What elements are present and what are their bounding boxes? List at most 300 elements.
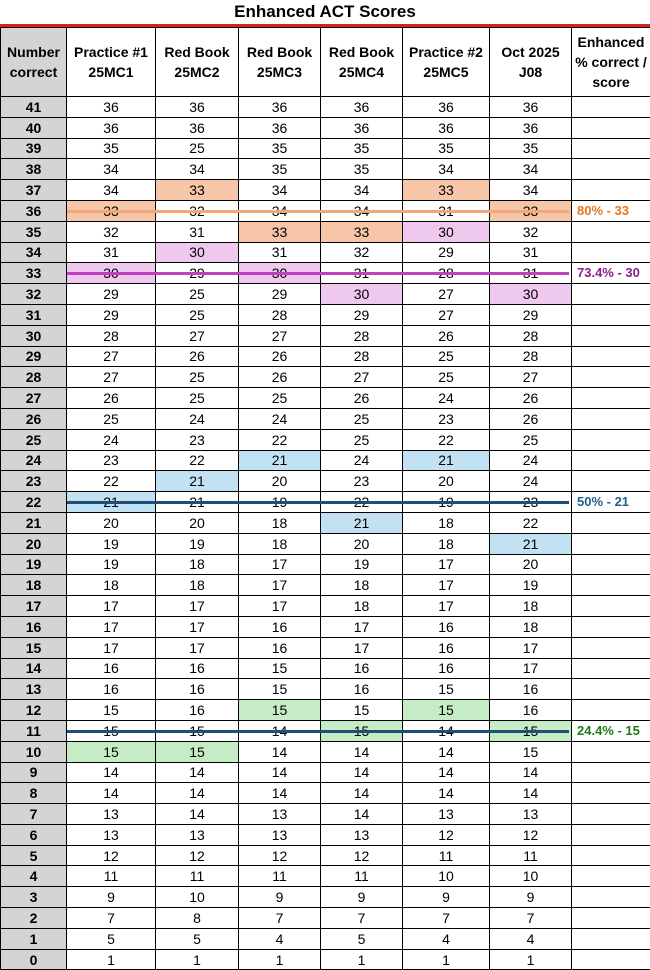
score-cell: 36 xyxy=(67,117,156,138)
score-cell: 23 xyxy=(67,450,156,471)
number-correct-cell: 10 xyxy=(1,741,67,762)
score-cell: 12 xyxy=(67,845,156,866)
table-row xyxy=(1,783,650,804)
score-cell: 14 xyxy=(156,804,239,825)
score-cell: 18 xyxy=(403,533,490,554)
score-cell: 7 xyxy=(67,908,156,929)
score-cell: 20 xyxy=(403,471,490,492)
table-row xyxy=(1,596,650,617)
score-cell: 18 xyxy=(239,512,321,533)
number-correct-cell: 39 xyxy=(1,138,67,159)
table-row xyxy=(1,845,650,866)
score-cell: 29 xyxy=(490,304,572,325)
score-cell: 17 xyxy=(156,637,239,658)
table-row xyxy=(1,887,650,908)
number-correct-cell: 13 xyxy=(1,679,67,700)
score-cell: 17 xyxy=(490,637,572,658)
score-cell: 36 xyxy=(490,97,572,118)
score-cell: 16 xyxy=(490,700,572,721)
header-row xyxy=(1,28,650,97)
score-cell: 27 xyxy=(239,325,321,346)
table-row xyxy=(1,616,650,637)
score-cell: 36 xyxy=(239,117,321,138)
score-cell: 23 xyxy=(156,429,239,450)
score-cell: 34 xyxy=(156,159,239,180)
score-cell: 28 xyxy=(321,346,403,367)
score-cell: 21 xyxy=(239,450,321,471)
score-cell: 16 xyxy=(156,658,239,679)
score-cell: 19 xyxy=(67,533,156,554)
score-cell: 36 xyxy=(67,97,156,118)
score-cell: 9 xyxy=(490,887,572,908)
enhanced-cell xyxy=(572,180,650,201)
score-cell: 17 xyxy=(67,616,156,637)
score-cell: 27 xyxy=(321,367,403,388)
number-correct-cell: 3 xyxy=(1,887,67,908)
number-correct-cell: 40 xyxy=(1,117,67,138)
cutoff-label: 50% - 21 xyxy=(575,494,631,510)
score-cell: 22 xyxy=(67,471,156,492)
number-correct-cell: 30 xyxy=(1,325,67,346)
score-cell: 8 xyxy=(156,908,239,929)
score-cell: 22 xyxy=(239,429,321,450)
score-cell: 9 xyxy=(403,887,490,908)
score-cell: 32 xyxy=(490,221,572,242)
enhanced-cell xyxy=(572,887,650,908)
number-correct-cell: 22 xyxy=(1,492,67,513)
score-cell: 18 xyxy=(321,575,403,596)
score-cell: 10 xyxy=(490,866,572,887)
number-correct-cell: 7 xyxy=(1,804,67,825)
score-cell: 36 xyxy=(403,97,490,118)
score-cell: 25 xyxy=(156,138,239,159)
header-practice-2: Practice #2 25MC5 xyxy=(403,28,490,97)
score-cell: 21 xyxy=(403,450,490,471)
cutoff-label: 80% - 33 xyxy=(575,203,631,219)
score-cell: 10 xyxy=(156,887,239,908)
score-cell: 1 xyxy=(67,949,156,970)
score-cell: 31 xyxy=(156,221,239,242)
enhanced-cell xyxy=(572,554,650,575)
enhanced-cell xyxy=(572,845,650,866)
score-cell: 25 xyxy=(403,367,490,388)
score-cell: 36 xyxy=(490,117,572,138)
score-cell: 18 xyxy=(490,596,572,617)
score-cell: 28 xyxy=(490,346,572,367)
number-correct-cell: 24 xyxy=(1,450,67,471)
score-cell: 31 xyxy=(490,242,572,263)
score-cell: 14 xyxy=(321,804,403,825)
table-row xyxy=(1,180,650,201)
score-cell: 20 xyxy=(490,554,572,575)
header-enhanced-percent: Enhanced % correct / score xyxy=(572,28,650,97)
score-cell: 13 xyxy=(67,804,156,825)
score-cell: 13 xyxy=(321,824,403,845)
number-correct-cell: 28 xyxy=(1,367,67,388)
table-row xyxy=(1,700,650,721)
score-cell: 26 xyxy=(490,388,572,409)
score-cell: 9 xyxy=(67,887,156,908)
score-cell: 22 xyxy=(403,429,490,450)
header-oct-2025: Oct 2025 J08 xyxy=(490,28,572,97)
cutoff-line xyxy=(67,730,569,733)
score-cell: 16 xyxy=(403,658,490,679)
score-cell: 26 xyxy=(403,325,490,346)
cutoff-label: 24.4% - 15 xyxy=(575,723,642,739)
score-cell: 15 xyxy=(67,741,156,762)
score-cell: 19 xyxy=(156,533,239,554)
score-cell: 15 xyxy=(239,700,321,721)
score-cell: 16 xyxy=(239,637,321,658)
score-cell: 12 xyxy=(490,824,572,845)
score-cell: 22 xyxy=(156,450,239,471)
score-cell: 35 xyxy=(67,138,156,159)
number-correct-cell: 19 xyxy=(1,554,67,575)
table-row xyxy=(1,804,650,825)
header-number-correct: Number correct xyxy=(1,28,67,97)
score-cell: 17 xyxy=(321,616,403,637)
enhanced-cell xyxy=(572,159,650,180)
score-cell: 25 xyxy=(67,408,156,429)
number-correct-cell: 23 xyxy=(1,471,67,492)
enhanced-cell xyxy=(572,242,650,263)
score-cell: 5 xyxy=(67,928,156,949)
score-cell: 25 xyxy=(403,346,490,367)
score-cell: 24 xyxy=(156,408,239,429)
score-cell: 20 xyxy=(321,533,403,554)
enhanced-cell xyxy=(572,388,650,409)
score-cell: 34 xyxy=(67,159,156,180)
score-cell: 25 xyxy=(239,388,321,409)
table-row xyxy=(1,908,650,929)
cutoff-line xyxy=(67,210,569,213)
score-cell: 16 xyxy=(67,679,156,700)
score-cell: 11 xyxy=(403,845,490,866)
score-cell: 14 xyxy=(403,762,490,783)
score-cell: 26 xyxy=(156,346,239,367)
enhanced-cell xyxy=(572,741,650,762)
score-cell: 36 xyxy=(403,117,490,138)
score-cell: 14 xyxy=(490,762,572,783)
score-cell: 17 xyxy=(403,596,490,617)
score-cell: 34 xyxy=(239,180,321,201)
table-row xyxy=(1,824,650,845)
score-cell: 13 xyxy=(490,804,572,825)
enhanced-cell xyxy=(572,824,650,845)
score-cell: 16 xyxy=(321,658,403,679)
enhanced-cell xyxy=(572,408,650,429)
number-correct-cell: 36 xyxy=(1,200,67,221)
score-cell: 33 xyxy=(321,221,403,242)
score-cell: 14 xyxy=(321,762,403,783)
enhanced-cell xyxy=(572,429,650,450)
score-cell: 36 xyxy=(156,117,239,138)
score-cell: 16 xyxy=(67,658,156,679)
score-cell: 33 xyxy=(403,180,490,201)
table-row xyxy=(1,346,650,367)
score-cell: 36 xyxy=(321,117,403,138)
enhanced-cell xyxy=(572,346,650,367)
score-cell: 26 xyxy=(67,388,156,409)
table-row xyxy=(1,117,650,138)
score-cell: 18 xyxy=(239,533,321,554)
score-cell: 24 xyxy=(490,450,572,471)
score-cell: 18 xyxy=(156,554,239,575)
score-table xyxy=(0,27,650,970)
score-cell: 1 xyxy=(156,949,239,970)
score-cell: 18 xyxy=(321,596,403,617)
score-cell: 9 xyxy=(321,887,403,908)
score-cell: 24 xyxy=(239,408,321,429)
score-cell: 26 xyxy=(490,408,572,429)
enhanced-cell xyxy=(572,908,650,929)
score-cell: 32 xyxy=(67,221,156,242)
number-correct-cell: 31 xyxy=(1,304,67,325)
enhanced-cell xyxy=(572,804,650,825)
cutoff-line xyxy=(67,501,569,504)
score-cell: 36 xyxy=(321,97,403,118)
score-cell: 9 xyxy=(239,887,321,908)
enhanced-cell xyxy=(572,325,650,346)
score-cell: 35 xyxy=(321,138,403,159)
score-cell: 14 xyxy=(490,783,572,804)
score-cell: 26 xyxy=(239,367,321,388)
score-cell: 10 xyxy=(403,866,490,887)
score-cell: 24 xyxy=(321,450,403,471)
score-cell: 16 xyxy=(403,616,490,637)
score-cell: 34 xyxy=(490,180,572,201)
table-row xyxy=(1,450,650,471)
score-cell: 1 xyxy=(403,949,490,970)
score-cell: 15 xyxy=(321,700,403,721)
score-cell: 21 xyxy=(490,533,572,554)
score-cell: 11 xyxy=(321,866,403,887)
table-row xyxy=(1,866,650,887)
score-cell: 25 xyxy=(156,388,239,409)
score-cell: 19 xyxy=(321,554,403,575)
score-cell: 4 xyxy=(490,928,572,949)
score-cell: 25 xyxy=(156,367,239,388)
score-cell: 33 xyxy=(156,180,239,201)
table-row xyxy=(1,429,650,450)
score-cell: 19 xyxy=(490,575,572,596)
enhanced-cell xyxy=(572,450,650,471)
score-cell: 12 xyxy=(156,845,239,866)
score-cell: 27 xyxy=(67,346,156,367)
score-cell: 34 xyxy=(321,180,403,201)
enhanced-cell xyxy=(572,221,650,242)
score-cell: 31 xyxy=(67,242,156,263)
score-cell: 18 xyxy=(67,575,156,596)
score-cell: 14 xyxy=(156,762,239,783)
score-cell: 21 xyxy=(156,471,239,492)
table-row xyxy=(1,679,650,700)
score-cell: 13 xyxy=(239,824,321,845)
enhanced-cell xyxy=(572,637,650,658)
number-correct-cell: 32 xyxy=(1,284,67,305)
score-cell: 4 xyxy=(239,928,321,949)
number-correct-cell: 14 xyxy=(1,658,67,679)
score-cell: 5 xyxy=(156,928,239,949)
number-correct-cell: 6 xyxy=(1,824,67,845)
score-cell: 18 xyxy=(403,512,490,533)
enhanced-cell xyxy=(572,762,650,783)
score-cell: 13 xyxy=(403,804,490,825)
enhanced-cell xyxy=(572,533,650,554)
score-cell: 26 xyxy=(239,346,321,367)
score-cell: 16 xyxy=(156,679,239,700)
enhanced-cell xyxy=(572,928,650,949)
score-cell: 30 xyxy=(403,221,490,242)
score-cell: 34 xyxy=(490,159,572,180)
score-cell: 15 xyxy=(403,700,490,721)
score-cell: 32 xyxy=(321,242,403,263)
score-cell: 29 xyxy=(403,242,490,263)
number-correct-cell: 15 xyxy=(1,637,67,658)
score-cell: 25 xyxy=(321,408,403,429)
score-cell: 24 xyxy=(67,429,156,450)
number-correct-cell: 38 xyxy=(1,159,67,180)
score-cell: 35 xyxy=(239,138,321,159)
number-correct-cell: 26 xyxy=(1,408,67,429)
score-cell: 14 xyxy=(403,783,490,804)
table-row xyxy=(1,554,650,575)
enhanced-cell xyxy=(572,575,650,596)
table-row xyxy=(1,741,650,762)
table-row xyxy=(1,138,650,159)
score-cell: 22 xyxy=(490,512,572,533)
enhanced-cell xyxy=(572,596,650,617)
enhanced-cell xyxy=(572,866,650,887)
score-cell: 17 xyxy=(156,596,239,617)
score-cell: 17 xyxy=(490,658,572,679)
score-cell: 19 xyxy=(67,554,156,575)
score-cell: 16 xyxy=(321,679,403,700)
score-cell: 17 xyxy=(239,596,321,617)
header-red-book-25mc3: Red Book 25MC3 xyxy=(239,28,321,97)
score-cell: 17 xyxy=(67,596,156,617)
enhanced-cell xyxy=(572,679,650,700)
table-row xyxy=(1,637,650,658)
table-row xyxy=(1,388,650,409)
score-cell: 17 xyxy=(156,616,239,637)
table-row xyxy=(1,284,650,305)
enhanced-cell xyxy=(572,117,650,138)
score-cell: 23 xyxy=(321,471,403,492)
score-cell: 20 xyxy=(156,512,239,533)
table-row xyxy=(1,367,650,388)
number-correct-cell: 17 xyxy=(1,596,67,617)
score-cell: 15 xyxy=(403,679,490,700)
number-correct-cell: 0 xyxy=(1,949,67,970)
number-correct-cell: 33 xyxy=(1,263,67,284)
number-correct-cell: 11 xyxy=(1,720,67,741)
table-row xyxy=(1,221,650,242)
table-row xyxy=(1,97,650,118)
score-cell: 15 xyxy=(490,741,572,762)
score-cell: 28 xyxy=(239,304,321,325)
score-cell: 25 xyxy=(490,429,572,450)
number-correct-cell: 16 xyxy=(1,616,67,637)
score-cell: 14 xyxy=(239,762,321,783)
score-cell: 7 xyxy=(403,908,490,929)
score-cell: 21 xyxy=(321,512,403,533)
number-correct-cell: 4 xyxy=(1,866,67,887)
table-row xyxy=(1,471,650,492)
score-cell: 29 xyxy=(321,304,403,325)
score-cell: 24 xyxy=(403,388,490,409)
number-correct-cell: 25 xyxy=(1,429,67,450)
score-cell: 11 xyxy=(490,845,572,866)
score-cell: 17 xyxy=(67,637,156,658)
score-cell: 15 xyxy=(156,741,239,762)
score-cell: 24 xyxy=(490,471,572,492)
score-cell: 30 xyxy=(490,284,572,305)
score-cell: 36 xyxy=(156,97,239,118)
score-cell: 17 xyxy=(403,575,490,596)
score-cell: 16 xyxy=(490,679,572,700)
score-cell: 13 xyxy=(67,824,156,845)
number-correct-cell: 5 xyxy=(1,845,67,866)
enhanced-cell xyxy=(572,471,650,492)
header-red-book-25mc4: Red Book 25MC4 xyxy=(321,28,403,97)
enhanced-cell xyxy=(572,616,650,637)
enhanced-cell xyxy=(572,138,650,159)
score-cell: 16 xyxy=(156,700,239,721)
score-cell: 13 xyxy=(156,824,239,845)
score-cell: 25 xyxy=(156,284,239,305)
cutoff-label: 73.4% - 30 xyxy=(575,265,642,281)
number-correct-cell: 12 xyxy=(1,700,67,721)
score-cell: 29 xyxy=(239,284,321,305)
score-cell: 5 xyxy=(321,928,403,949)
score-cell: 20 xyxy=(239,471,321,492)
score-cell: 35 xyxy=(239,159,321,180)
table-row xyxy=(1,949,650,970)
table-row xyxy=(1,533,650,554)
score-cell: 30 xyxy=(156,242,239,263)
score-cell: 34 xyxy=(67,180,156,201)
score-cell: 14 xyxy=(321,783,403,804)
score-cell: 34 xyxy=(403,159,490,180)
score-cell: 29 xyxy=(67,284,156,305)
score-cell: 4 xyxy=(403,928,490,949)
enhanced-cell xyxy=(572,949,650,970)
score-cell: 11 xyxy=(67,866,156,887)
score-cell: 1 xyxy=(490,949,572,970)
score-cell: 28 xyxy=(321,325,403,346)
table-row xyxy=(1,512,650,533)
score-cell: 1 xyxy=(321,949,403,970)
score-cell: 11 xyxy=(239,866,321,887)
score-cell: 35 xyxy=(403,138,490,159)
score-cell: 36 xyxy=(239,97,321,118)
score-cell: 18 xyxy=(490,616,572,637)
enhanced-cell xyxy=(572,97,650,118)
score-cell: 29 xyxy=(67,304,156,325)
score-cell: 14 xyxy=(403,741,490,762)
score-cell: 14 xyxy=(67,762,156,783)
enhanced-cell xyxy=(572,512,650,533)
page-title: Enhanced ACT Scores xyxy=(0,0,650,24)
score-cell: 30 xyxy=(321,284,403,305)
score-cell: 11 xyxy=(156,866,239,887)
table-row xyxy=(1,408,650,429)
number-correct-cell: 29 xyxy=(1,346,67,367)
score-cell: 7 xyxy=(321,908,403,929)
enhanced-cell xyxy=(572,367,650,388)
score-cell: 31 xyxy=(239,242,321,263)
